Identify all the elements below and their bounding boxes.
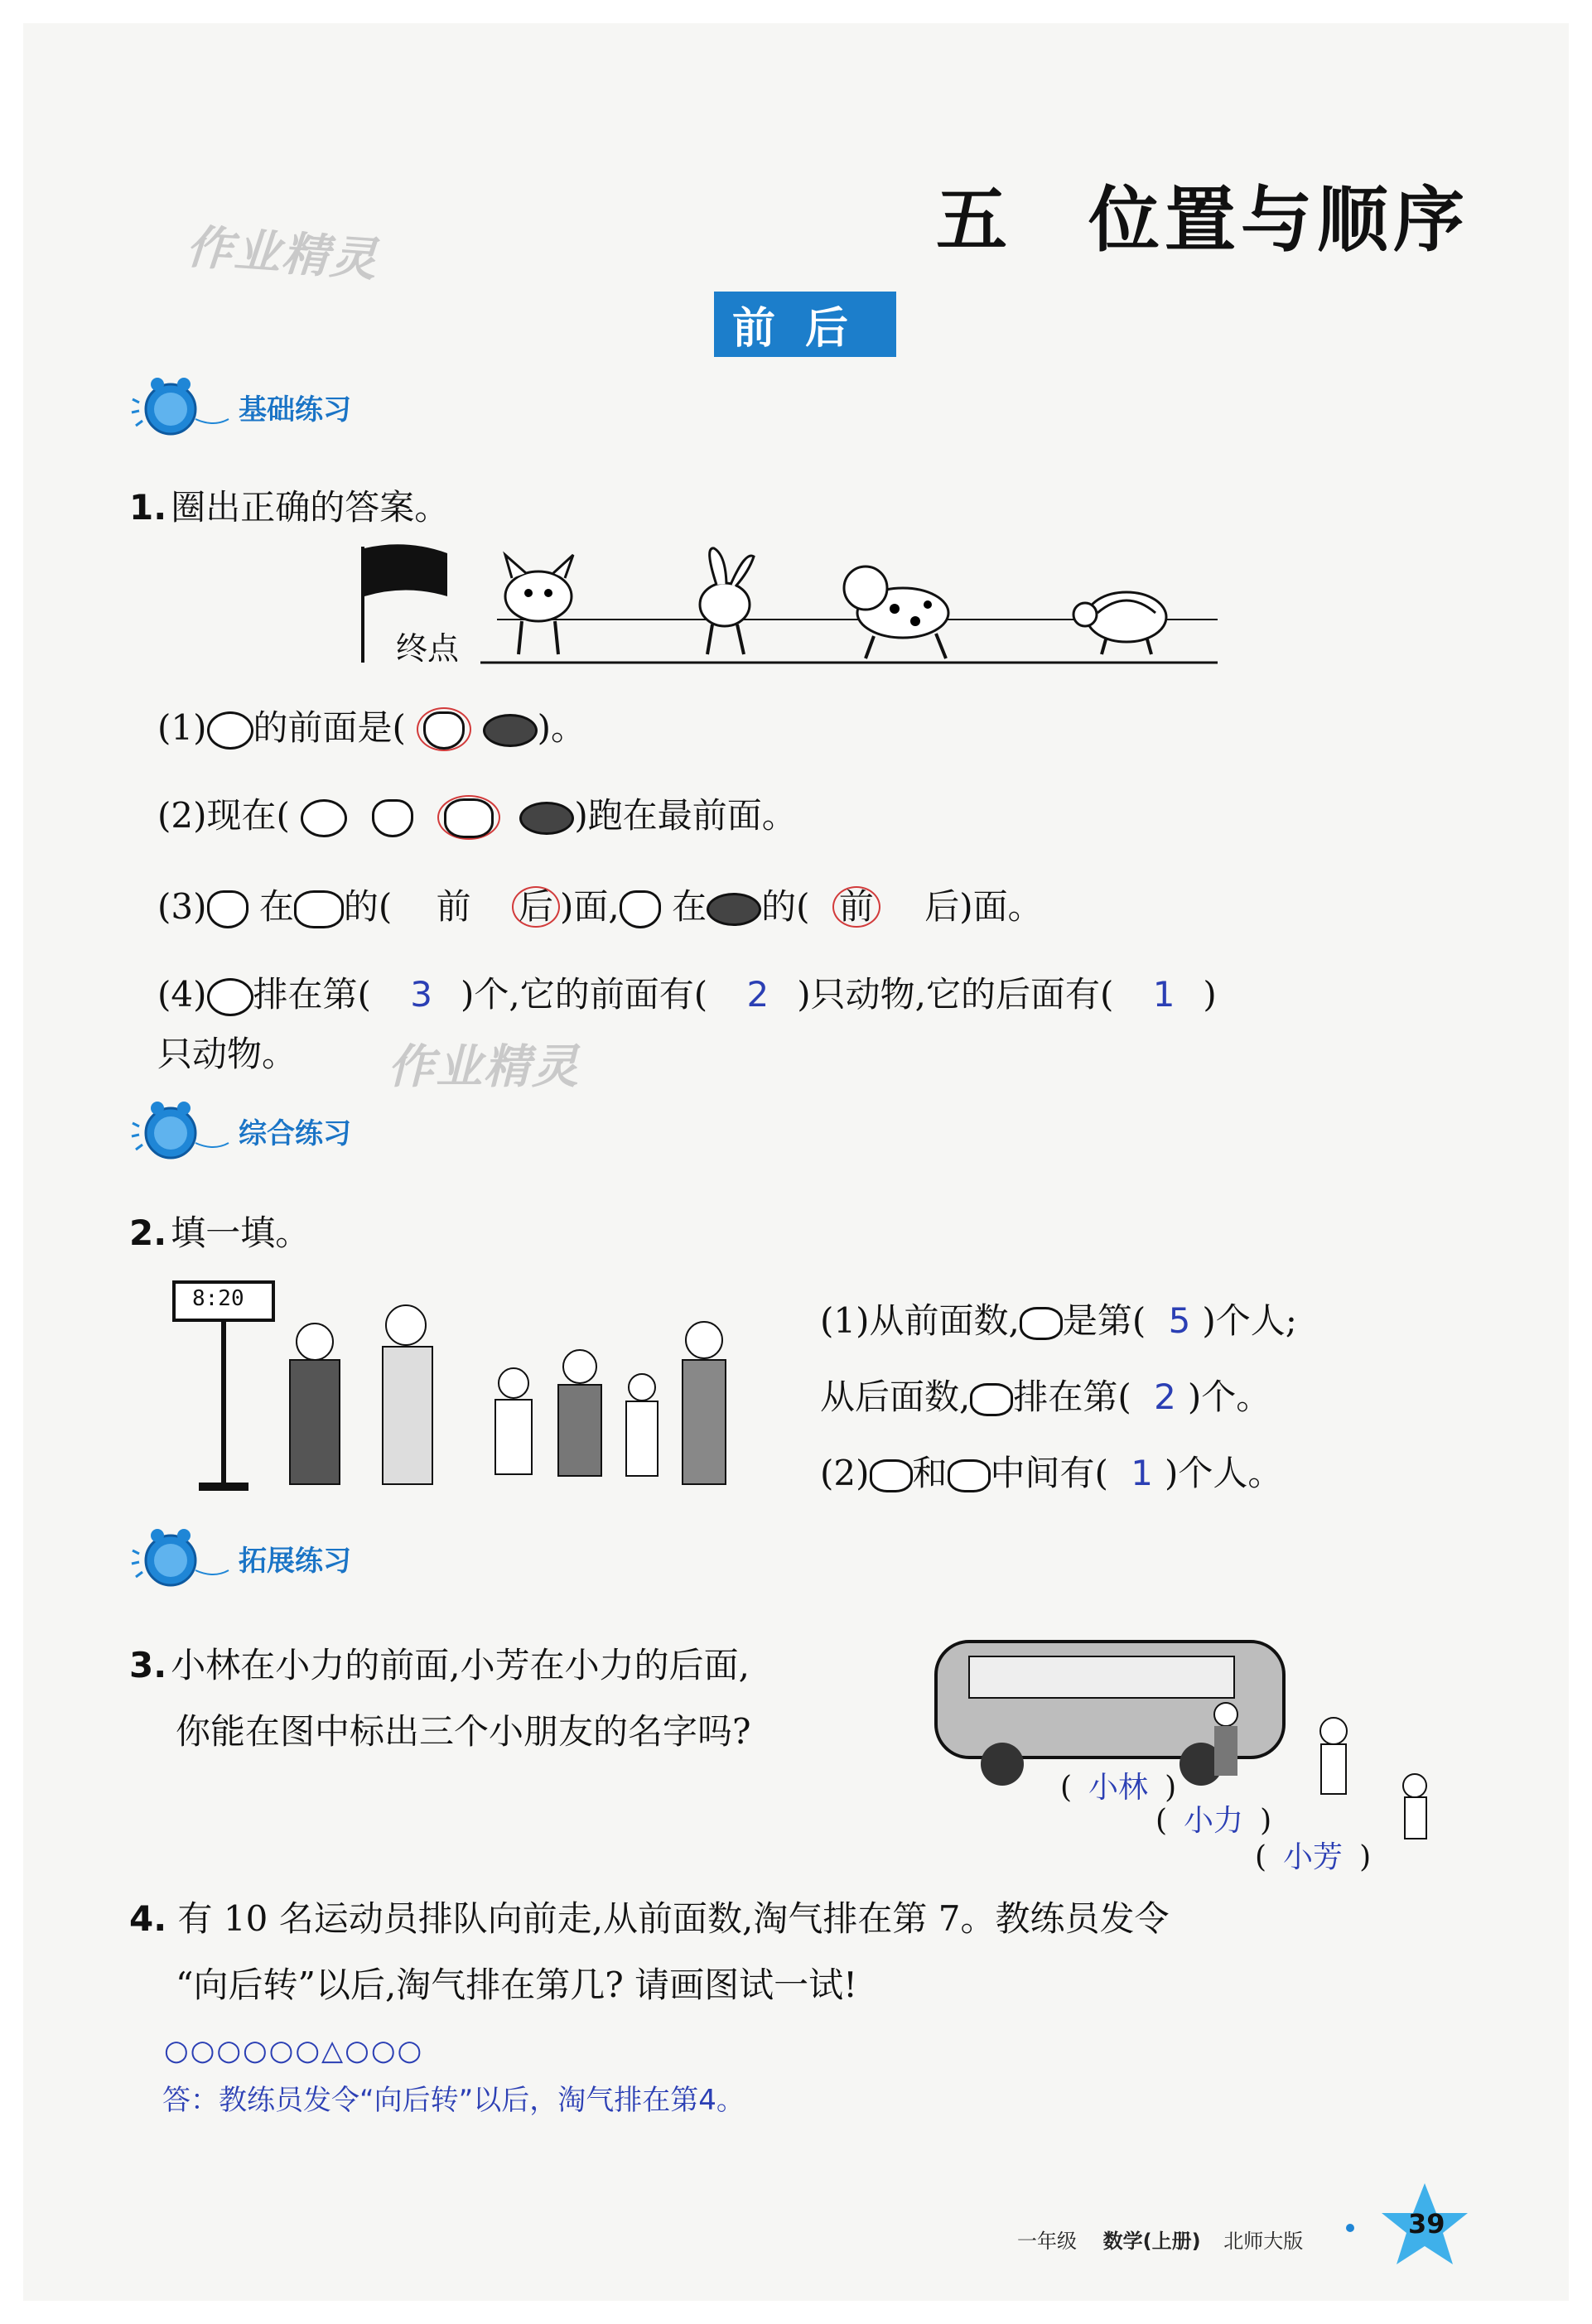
question-2-header: 2. 填一填。 <box>129 1213 311 1253</box>
option-back: 后 <box>924 886 960 927</box>
q1-part3: (3) 在 的( 前 后 )面, 在 的( 前 后)面。 <box>157 886 1043 927</box>
q1-part4: (4) 排在第( 3 )个,它的前面有( 2 )只动物,它的后面有( 1 ) <box>157 974 1217 1015</box>
question-1-header <box>129 480 449 530</box>
answer-value: 5 <box>1168 1300 1191 1341</box>
rabbit-icon <box>620 890 661 928</box>
question-prompt: 圈出正确的答案。 <box>171 487 450 528</box>
answer-value: 3 <box>410 974 432 1015</box>
question-4-line2: “向后转”以后,淘气排在第几? 请画图试一试! <box>176 1965 858 2005</box>
fox-icon <box>294 890 344 928</box>
fox-icon <box>505 555 573 654</box>
fox-icon <box>444 798 494 838</box>
chapter-title: 五 位置与顺序 <box>936 179 1469 262</box>
rabbit-icon <box>372 799 413 837</box>
q2-line2: 从后面数, 排在第( 2 )个。 <box>820 1377 1271 1417</box>
alarm-clock-icon <box>131 1093 230 1168</box>
turtle-icon <box>707 893 761 926</box>
race-illustration <box>356 538 1226 671</box>
dalmatian-dog-icon <box>844 567 948 658</box>
q2-line3: (2) 和 中间有( 1 )个人。 <box>820 1453 1283 1493</box>
section-basic-practice <box>131 369 351 444</box>
q1-part1: (1) 的前面是( )。 <box>157 701 586 751</box>
name-label-2: ( 小力 ) <box>1155 1804 1272 1838</box>
alarm-clock-icon <box>131 369 230 444</box>
answer-value: 2 <box>1154 1377 1176 1417</box>
circled-answer: 后 <box>512 886 560 928</box>
answer-value: 1 <box>1152 974 1175 1015</box>
dog-icon <box>207 978 253 1016</box>
rabbit-icon <box>207 890 248 928</box>
finish-line-label: 终点 <box>396 630 460 667</box>
section-label: 基础练习 <box>239 393 351 427</box>
watermark: 作业精灵 <box>388 1040 580 1094</box>
child-face-icon <box>1020 1307 1063 1340</box>
alarm-clock-icon <box>131 1521 230 1595</box>
question-number: 1. <box>129 487 167 528</box>
q2-line1: (1)从前面数, 是第( 5 )个人; <box>820 1300 1297 1341</box>
section-label: 综合练习 <box>239 1116 351 1150</box>
answer-value: 2 <box>746 974 769 1015</box>
name-label-1: ( 小林 ) <box>1060 1771 1177 1805</box>
circled-answer <box>417 707 471 751</box>
turtle-icon <box>1073 592 1166 654</box>
child-face-icon <box>870 1459 913 1492</box>
dog-icon <box>207 711 253 750</box>
queue-illustration <box>166 1275 779 1499</box>
turtle-icon <box>483 714 538 747</box>
answer-text: 答：教练员发令“向后转”以后，淘气排在第4。 <box>162 2084 745 2117</box>
child-face-icon <box>970 1383 1013 1416</box>
section-combined-practice <box>131 1093 351 1168</box>
circled-answer: 前 <box>832 886 880 928</box>
turtle-icon <box>519 802 574 835</box>
answer-drawing: ○○○○○○△○○○ <box>164 2034 424 2067</box>
child-face-icon <box>948 1459 991 1492</box>
lesson-title: 前后 <box>714 292 896 357</box>
q1-part2: (2)现在( )跑在最前面。 <box>157 788 797 840</box>
question-3-line2: 你能在图中标出三个小朋友的名字吗? <box>176 1711 751 1752</box>
clock-display: 8:20 <box>192 1286 244 1311</box>
name-label-3: ( 小芳 ) <box>1255 1840 1372 1874</box>
rabbit-icon <box>700 548 754 654</box>
watermark: 作业精灵 <box>184 219 380 288</box>
question-3: 3. 小林在小力的前面,小芳在小力的后面, <box>129 1645 750 1685</box>
footer-info: 一年级 数学(上册) 北师大版 <box>1017 2230 1304 2253</box>
section-extension-practice <box>131 1521 351 1595</box>
answer-value: 1 <box>1131 1453 1153 1493</box>
dog-icon <box>301 799 347 837</box>
rabbit-icon <box>423 711 465 750</box>
circled-answer <box>437 795 500 840</box>
option-front: 前 <box>436 886 471 927</box>
q1-part4-cont: 只动物。 <box>157 1034 297 1074</box>
question-4: 4. 有 10 名运动员排队向前走,从前面数,淘气排在第 7。教练员发令 <box>129 1898 1170 1939</box>
section-label: 拓展练习 <box>239 1544 351 1578</box>
page-number: 39 <box>1408 2208 1445 2240</box>
dot-icon <box>1342 2220 1358 2236</box>
